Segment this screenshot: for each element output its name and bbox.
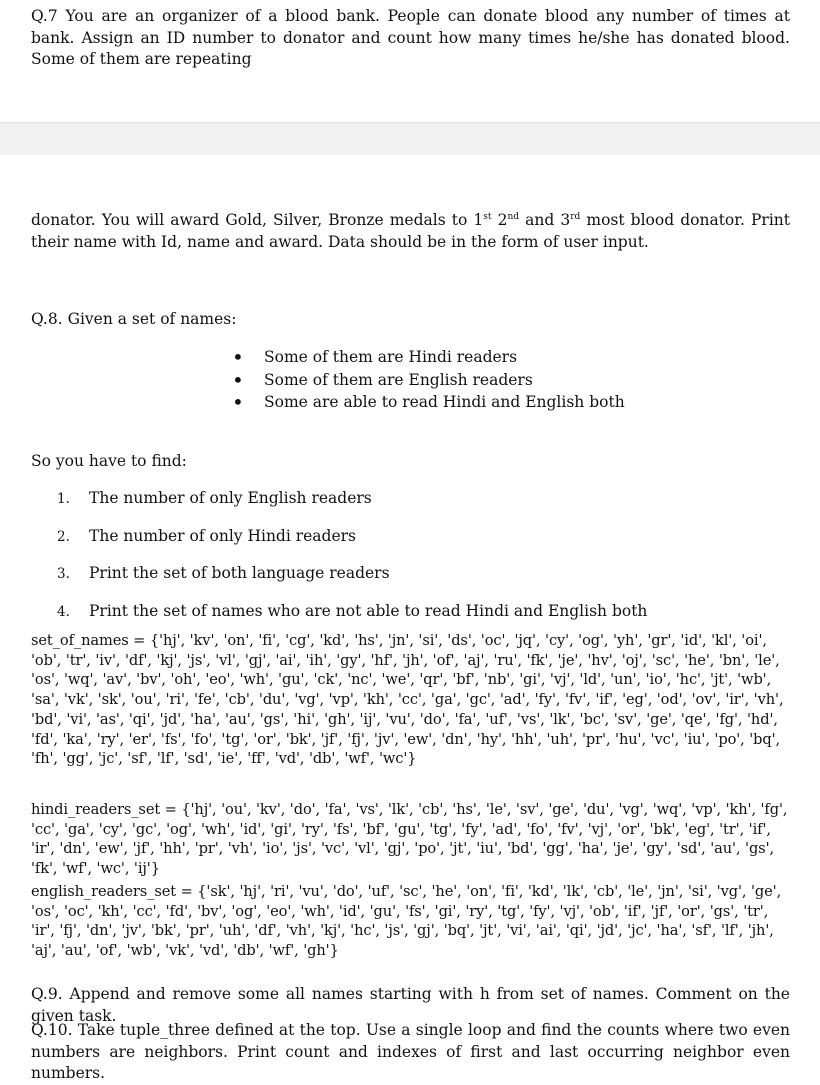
task-item: 3. Print the set of both language readers [57, 564, 390, 582]
question-8-intro: Q.8. Given a set of names: [31, 310, 237, 328]
task-item: 2. The number of only Hindi readers [57, 526, 357, 545]
page-break-gap [0, 122, 820, 156]
q7-line1: Q.7 You are an organizer of a blood bank. People can donate blood any number of times at bank. Assign an ID number to donator and count how many times he/she has donated blood. Some of them are repeating [31, 7, 790, 68]
q7-line2: donator. You will award Gold, Silver, Bronze medals to 1st 2nd and 3rd most blood donator. Print their name with Id, name and award. Data should be in the form of user input. [31, 211, 790, 251]
task-item: 1. The number of only English readers [57, 489, 372, 507]
find-heading: So you have to find: [31, 452, 187, 470]
hindi-readers-set-block: hindi_readers_set = {'hj', 'ou', 'kv', 'do', 'fa', 'vs', 'lk', 'cb', 'hs', 'le', 'sv', 'ge', 'du', 'vg', 'wq', 'vp', 'kh', 'fg', 'cc', 'ga', 'cy', 'gc', 'og', 'wh', 'id', 'gi', 'ry', 'fs', 'bf', 'gu', 'tg', 'fy', 'ad', 'fo', 'fv', 'vj', 'or', 'bk', 'eg', 'tr', 'if', 'ir', 'dn', 'ew', 'jf', 'hh', 'pr', 'vh', 'io', 'js', 'vc', 'vl', 'gj', 'po', 'jt', 'iu', 'bd', 'gg', 'ha', 'je', 'gy', 'sd', 'au', 'gs', 'fk', 'wf', 'wc', 'ij'} [31, 801, 788, 878]
task-item: 4. Print the set of names who are not able to read Hindi and English both [57, 601, 648, 620]
question-10: Q.10. Take tuple_three defined at the top. Use a single loop and find the counts where two even numbers are neighbors. Print count and indexes of first and last occurring neighbor even numbers. [31, 1021, 790, 1082]
question-9: Q.9. Append and remove some all names starting with h from set of names. Comment on the given task. [31, 985, 790, 1025]
bullet-item: • Some of them are Hindi readers [232, 346, 625, 369]
reader-bullet-list [232, 346, 625, 414]
question-7-part-1 [31, 6, 790, 71]
set-of-names-block: set_of_names = {'hj', 'kv', 'on', 'fi', 'cg', 'kd', 'hs', 'jn', 'si', 'ds', 'oc', 'jq', 'cy', 'og', 'yh', 'gr', 'id', 'kl', 'oi', 'ob', 'tr', 'iv', 'df', 'kj', 'js', 'vl', 'gj', 'ai', 'ih', 'gy', 'hf', 'jh', 'of', 'aj', 'ru', 'fk', 'je', 'hv', 'oj', 'sc', 'he', 'bn', 'le', 'os', 'wq', 'av', 'bv', 'oh', 'eo', 'wh', 'gu', 'ck', 'nc', 'we', 'qr', 'bf', 'nb', 'gi', 'vj', 'ld', 'un', 'io', 'hc', 'jt', 'wb', 'sa', 'vk', 'sk', 'ou', 'ri', 'fe', 'cb', 'du', 'vg', 'vp', 'kh', 'cc', 'ga', 'gc', 'ad', 'fy', 'fv', 'if', 'eg', 'od', 'ov', 'ir', 'vh', 'bd', 'vi', 'as', 'qi', 'jd', 'ha', 'au', 'gs', 'hi', 'gh', 'ij', 'vu', 'do', 'fa', 'uf', 'vs', 'lk', 'bc', 'sv', 'ge', 'qe', 'fg', 'hd', 'fd', 'ka', 'ry', 'er', 'fs', 'fo', 'tg', 'or', 'bk', 'jf', 'fj', 'jv', 'ew', 'dn', 'hy', 'hh', 'uh', 'pr', 'hu', 'vc', 'iu', 'po', 'bq', 'fh', 'gg', 'jc', 'sf', 'lf', 'sd', 'ie', 'ff', 'vd', 'db', 'wf', 'wc'} [31, 632, 784, 768]
task-numbered-list [57, 487, 647, 637]
english-readers-set-block: english_readers_set = {'sk', 'hj', 'ri', 'vu', 'do', 'uf', 'sc', 'he', 'on', 'fi', 'kd', 'lk', 'cb', 'le', 'jn', 'si', 'vg', 'ge', 'os', 'oc', 'kh', 'cc', 'fd', 'bv', 'og', 'eo', 'wh', 'id', 'gu', 'fs', 'gi', 'ry', 'tg', 'fy', 'vj', 'ob', 'if', 'jf', 'or', 'gs', 'tr', 'ir', 'fj', 'dn', 'jv', 'bk', 'pr', 'uh', 'df', 'vh', 'kj', 'hc', 'js', 'gj', 'bq', 'jt', 'vi', 'ai', 'qi', 'jd', 'jc', 'ha', 'sf', 'lf', 'jh', 'aj', 'au', 'of', 'wb', 'vk', 'vd', 'db', 'wf', 'gh'} [31, 883, 782, 960]
bullet-item: • Some are able to read Hindi and English both [232, 391, 625, 414]
bullet-item: • Some of them are English readers [232, 369, 625, 392]
question-7-part-2 [31, 210, 790, 253]
